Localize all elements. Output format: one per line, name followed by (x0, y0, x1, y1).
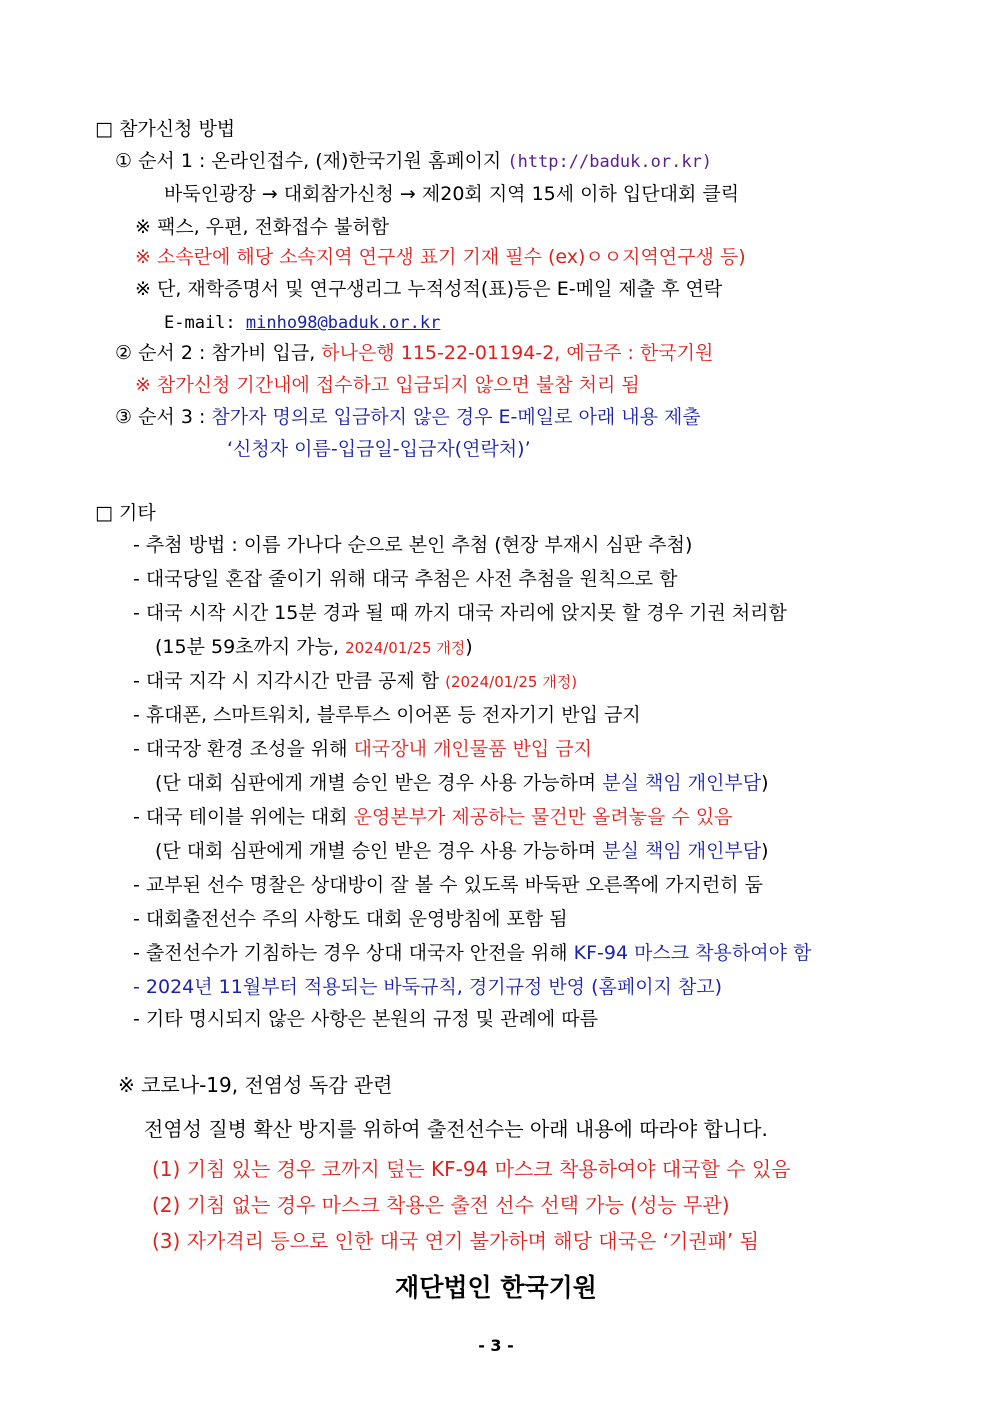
note-no-fax: ※ 팩스, 우편, 전화접수 불허함 (135, 216, 390, 238)
step3-text: 참가자 명의로 입금하지 않은 경우 E-메일로 아래 내용 제출 (211, 406, 701, 428)
etc-item-late (133, 668, 577, 695)
etc-item-belongings (133, 736, 592, 762)
note-documents: ※ 단, 재학증명서 및 연구생리그 누적성적(표)등은 E-메일 제출 후 연락 (135, 278, 723, 300)
belongings-responsibility: 분실 책임 개인부담 (602, 772, 762, 794)
etc-item-table-sub (155, 838, 769, 864)
step2-line (115, 340, 713, 366)
organization-name: 재단법인 한국기원 (395, 1273, 597, 1302)
homepage-url[interactable]: (http://baduk.or.kr) (507, 152, 713, 172)
etc-item-belongings-sub (155, 770, 769, 796)
etc-item-forfeit-cont (155, 634, 473, 661)
covid-heading: ※ 코로나-19, 전염성 독감 관련 (118, 1073, 393, 1097)
belongings-text: - 대국장 환경 조성을 위해 (133, 738, 354, 760)
step1-line (115, 148, 712, 175)
step3-format: ‘신청자 이름-입금일-입금자(연락처)’ (227, 438, 531, 460)
late-revision: (2024/01/25 개정) (445, 673, 578, 691)
late-text: - 대국 지각 시 지각시간 만큼 공제 함 (133, 670, 446, 692)
step3-line (115, 404, 701, 430)
apply-heading: □ 참가신청 방법 (95, 118, 236, 140)
page-number: - 3 - (478, 1336, 514, 1355)
step3-prefix: ③ 순서 3 : (115, 406, 212, 428)
covid-rule-1: (1) 기침 있는 경우 코까지 덮는 KF-94 마스크 착용하여야 대국할 수 있음 (152, 1157, 791, 1181)
belongings-ban: 대국장내 개인물품 반입 금지 (353, 738, 592, 760)
etc-heading: □ 기타 (95, 502, 156, 524)
step2-bank: 하나은행 115-22-01194-2, 예금주 : 한국기원 (321, 342, 714, 364)
revision-date: 2024/01/25 개정 (345, 639, 466, 657)
step1-path: 바둑인광장 → 대회참가신청 → 제20회 지역 15세 이하 입단대회 클릭 (164, 183, 740, 205)
etc-item-draw: - 추첨 방법 : 이름 가나다 순으로 본인 추첨 (현장 부재시 심판 추첨) (133, 534, 693, 556)
etc-item-rules: - 2024년 11월부터 적용되는 바둑규칙, 경기규정 반영 (홈페이지 참고) (133, 976, 723, 998)
email-label: E-mail: (164, 313, 246, 333)
email-line (164, 309, 440, 336)
etc-item-devices: - 휴대폰, 스마트워치, 블루투스 이어폰 등 전자기기 반입 금지 (133, 704, 641, 726)
etc-item-nametag: - 교부된 선수 명찰은 상대방이 잘 볼 수 있도록 바둑판 오른쪽에 가지런히 둠 (133, 874, 763, 896)
etc-item-forfeit: - 대국 시작 시간 15분 경과 될 때 까지 대국 자리에 앉지못 할 경우 기권 처리함 (133, 602, 787, 624)
etc-item-other: - 기타 명시되지 않은 사항은 본원의 규정 및 관례에 따름 (133, 1008, 599, 1030)
etc-item-policy: - 대회출전선수 주의 사항도 대회 운영방침에 포함 됨 (133, 908, 568, 930)
email-link[interactable]: minho98@baduk.or.kr (245, 313, 441, 333)
belongings-sub-text: (단 대회 심판에게 개별 승인 받은 경우 사용 가능하며 (155, 772, 603, 794)
note-deadline: ※ 참가신청 기간내에 접수하고 입금되지 않으면 불참 처리 됨 (135, 374, 640, 396)
forfeit-cont-close: ) (465, 636, 473, 658)
forfeit-cont-text: (15분 59초까지 가능, (155, 636, 346, 658)
table-rule: 운영본부가 제공하는 물건만 올려놓을 수 있음 (353, 806, 733, 828)
belongings-sub-close: ) (761, 772, 769, 794)
table-sub-text: (단 대회 심판에게 개별 승인 받은 경우 사용 가능하며 (155, 840, 603, 862)
covid-rule-2: (2) 기침 없는 경우 마스크 착용은 출전 선수 선택 가능 (성능 무관) (152, 1193, 730, 1217)
step2-prefix: ② 순서 2 : 참가비 입금, (115, 342, 322, 364)
table-text: - 대국 테이블 위에는 대회 (133, 806, 354, 828)
etc-item-table (133, 804, 733, 830)
etc-item-predraw: - 대국당일 혼잡 줄이기 위해 대국 추첨은 사전 추첨을 원칙으로 함 (133, 568, 678, 590)
table-sub-close: ) (761, 840, 769, 862)
step1-prefix: ① 순서 1 : 온라인접수, (재)한국기원 홈페이지 (115, 150, 508, 172)
etc-item-mask (133, 940, 811, 966)
covid-intro: 전염성 질병 확산 방지를 위하여 출전선수는 아래 내용에 따라야 합니다. (144, 1117, 768, 1141)
mask-rule: KF-94 마스크 착용하여야 함 (573, 942, 812, 964)
table-responsibility: 분실 책임 개인부담 (602, 840, 762, 862)
mask-text: - 출전선수가 기침하는 경우 상대 대국자 안전을 위해 (133, 942, 574, 964)
note-affiliation: ※ 소속란에 해당 소속지역 연구생 표기 기재 필수 (ex)ㅇㅇ지역연구생 등) (135, 246, 746, 268)
covid-rule-3: (3) 자가격리 등으로 인한 대국 연기 불가하며 해당 대국은 ‘기권패’ 됨 (152, 1229, 759, 1253)
